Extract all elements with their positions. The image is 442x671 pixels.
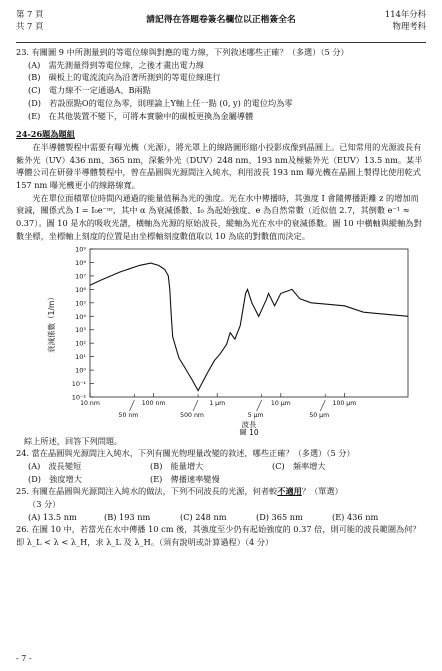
q26-stem: 26. 在圖 10 中，若當光在水中傳播 10 cm 後，其強度至少仍有起始強度的 0.37 倍，則可能的波長範圍為何？即 λ_L < λ < λ_H，求 λ_L 及 λ_H。（須有說明或計算過程）（4 分） <box>16 524 421 548</box>
y-tick-label: 10⁶ <box>75 285 86 294</box>
signature-notice: 請記得在答題卷簽名欄位以正楷簽全名 <box>146 15 296 25</box>
y-tick-label: 10³ <box>75 325 86 334</box>
q25-options <box>28 511 426 524</box>
page-number: 第 7 頁 <box>16 9 44 19</box>
q25-option-b: (B) 193 nm <box>104 511 151 522</box>
y-axis-label: 衰減係數（1/m） <box>47 292 56 353</box>
q23-option-b: (B) 碳板上的電流流向為沿著所測到的等電位線進行 <box>28 72 221 83</box>
q25-option-e: (E) 436 nm <box>332 511 379 522</box>
x-tick-label: 100 nm <box>141 399 166 407</box>
x-tick-label: 10 μm <box>270 399 291 407</box>
y-tick-label: 10⁴ <box>75 312 86 321</box>
header-rule <box>16 42 426 43</box>
q23-option-d: (D) 若設原點O的電位為零，則理論上Y軸上任一點 (0, y) 的電位均為零 <box>28 97 293 108</box>
q24-option-a: (A) 波長變短 <box>28 460 82 471</box>
exam-subject: 物理考科 <box>392 21 426 31</box>
absorption-chart <box>16 245 426 435</box>
exam-year: 114年分科 <box>384 9 426 19</box>
group-paragraph-2: 光在單位面積單位時間內通過的能量值稱為光的強度。光在水中傳播時，其強度 I 會隨傳播距離 z 的增加而衰減，關係式為 I = I₀e⁻ᵅᶻ，其中 α 為衰減係數、I₀ 為起始強度、e 為自然常數（近似值 2.7，其倒數 e⁻¹ ≈ 0.37）。圖 10 是水的吸收光譜，橫軸為光源的原始波長，縱軸為光在水中的衰減係數。圖 10 中橫軸與縱軸為對數坐標，坐標軸上刻度的位置是由坐標軸刻度數值取以 10 為底的對數值而決定。 <box>16 192 422 241</box>
y-tick-label: 10⁻² <box>71 393 86 402</box>
exam-body <box>16 46 426 549</box>
x-tick-label-minor: 500 nm <box>180 411 204 419</box>
y-tick-label: 10⁰ <box>75 366 86 375</box>
x-arrow <box>129 400 134 411</box>
q24-option-e: (E) 傳播速率變慢 <box>150 473 220 484</box>
exam-info <box>385 8 426 32</box>
x-tick-label-minor: 50 nm <box>118 411 139 419</box>
absorption-curve <box>90 263 408 391</box>
q23-stem: 23. 有關圖 9 中所測量到的等電位線與對應的電力線，下列敘述哪些正確？（多選）（5 分） <box>16 47 349 57</box>
x-arrow <box>320 400 325 411</box>
q24-option-d: (D) 強度增大 <box>28 473 82 484</box>
y-tick-label: 10⁵ <box>75 298 86 307</box>
x-arrow <box>193 400 198 411</box>
q23-option-e: (E) 在其他裝置不變下，可將本實驗中的碳板更換為金屬導體 <box>28 110 254 121</box>
q25-emphasis: 不適用 <box>277 486 302 497</box>
q24-options-row-1 <box>28 460 426 473</box>
page-header <box>16 8 426 40</box>
y-tick-label: 10⁷ <box>75 271 86 280</box>
x-tick-label-minor: 5 μm <box>247 411 264 419</box>
figure-10 <box>16 245 426 435</box>
x-axis-label: 波長 <box>241 419 257 429</box>
q25-option-d: (D) 365 nm <box>256 511 303 522</box>
x-tick-label-minor: 50 μm <box>309 411 330 419</box>
q24-options-row-2 <box>28 473 426 486</box>
y-tick-label: 10⁸ <box>75 258 86 267</box>
group-paragraph-3: 綜上所述，回答下列問題。 <box>24 435 123 446</box>
q24-stem: 24. 當在晶圓與光源間注入純水，下列有關光物理量改變的敘述，哪些正確？（多選）（5 分） <box>16 448 355 459</box>
page-total: 共 7 頁 <box>16 21 44 31</box>
x-tick-label: 1 μm <box>209 399 226 407</box>
figure-caption: 圖 10 <box>239 427 259 435</box>
q25-option-c: (C) 248 nm <box>180 511 227 522</box>
q23-option-a: (A) 需先測量得到等電位線，之後才畫出電力線 <box>28 59 205 70</box>
q24-option-b: (B) 能量增大 <box>150 460 204 471</box>
x-tick-label: 10 nm <box>80 399 100 407</box>
q24-option-c: (C) 頻率增大 <box>272 460 326 471</box>
q25-stem-pre: 25. 有關在晶圓與光源間注入純水的做法，下列不同波長的光源，何者較 <box>16 486 278 497</box>
x-arrow <box>257 400 262 411</box>
page-footer: - 7 - <box>16 653 32 663</box>
plot-frame <box>90 249 408 397</box>
y-tick-label: 10⁻¹ <box>71 379 86 388</box>
group-title: 24-26題為題組 <box>16 129 75 140</box>
q25-score: （3 分） <box>28 499 61 510</box>
x-tick-label: 100 μm <box>332 399 357 407</box>
q25-stem-post: ？（單選） <box>301 486 343 497</box>
y-tick-label: 10¹ <box>75 352 86 361</box>
y-tick-label: 10² <box>75 339 86 348</box>
q25-option-a: (A) 13.5 nm <box>28 511 77 522</box>
q23-option-c: (C) 電力線不一定通過A、B兩點 <box>28 85 151 96</box>
group-paragraph-1: 在半導體製程中需要有曝光機（光源），將光罩上的線路圖形縮小投影成像到晶圓上。已知常用的光源波長有紫外光（UV）436 nm、365 nm，深紫外光（DUV）248 nm、193 nm及極紫外光（EUV）13.5 nm。某半導體公司在研發半導體製程中，曾在晶圓與光源間注入純水，利用波長 193 nm 曝光機在晶圓上製得比使用乾式 157 nm 曝光機更小的線路線寬。 <box>16 141 423 191</box>
q25-stem <box>16 485 426 498</box>
y-tick-label: 10⁹ <box>75 245 86 254</box>
